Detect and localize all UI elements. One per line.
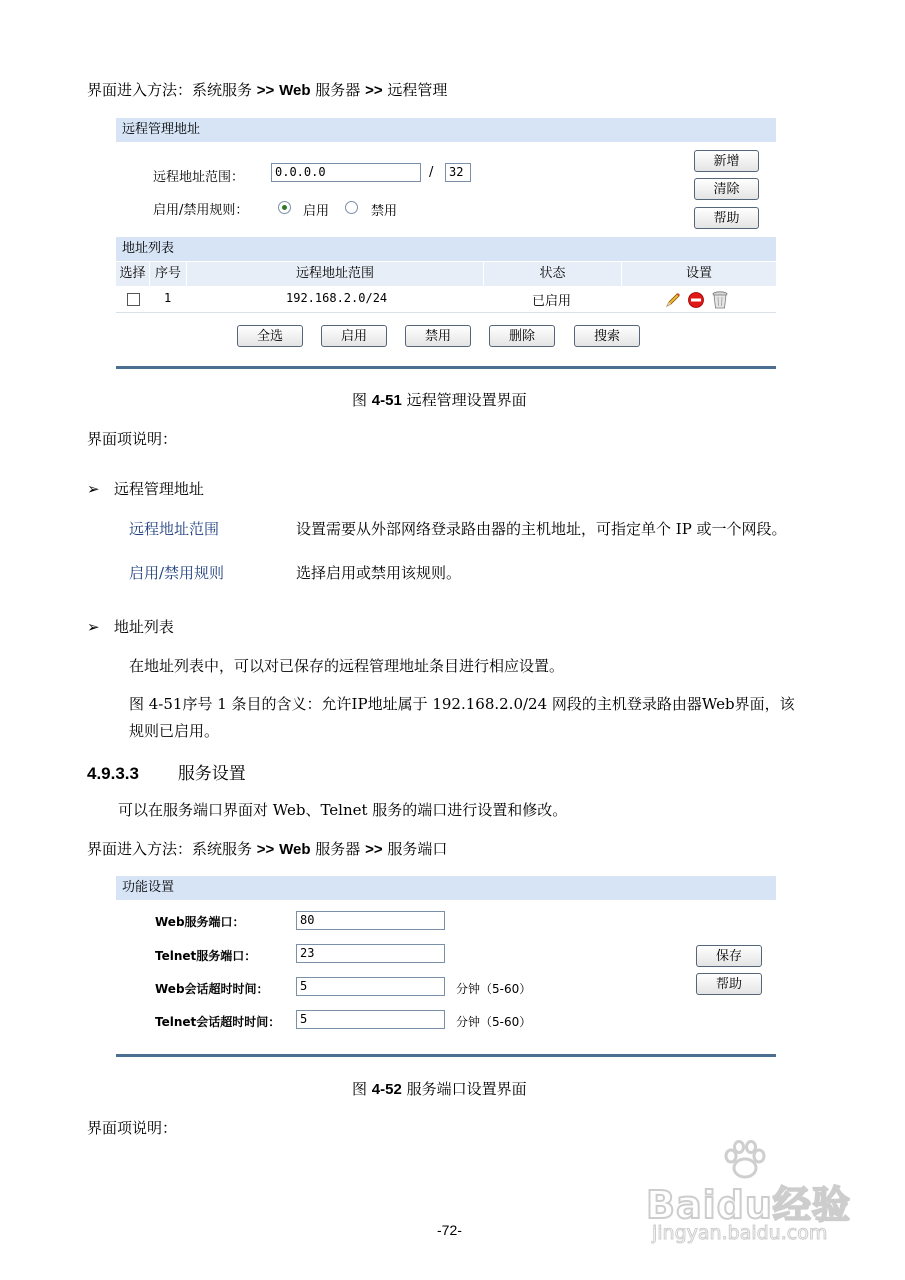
nav-line-2: 界面进入方法：系统服务 >> Web 服务器 >> 服务端口 [87,840,448,858]
save-button[interactable]: 保存 [696,945,762,967]
col-range: 远程地址范围 [187,262,484,286]
row-status: 已启用 [532,294,572,309]
desc-rule: 选择启用或禁用该规则。 [296,564,462,582]
telnet-timeout-input[interactable]: 5 [296,1010,445,1029]
mask-input[interactable]: 32 [445,163,471,182]
desc-range: 设置需要从外部网络登录路由器的主机地址，可指定单个 IP 或一个网段。 [296,520,787,538]
watermark-brand: Baidu经验 [646,1183,851,1227]
row-checkbox[interactable] [127,293,140,306]
row-index: 1 [164,291,172,305]
delete-icon[interactable] [711,290,729,310]
radio-enable[interactable] [278,201,291,214]
remote-panel-bottom-rule [116,366,776,369]
section-remote-title: ➢ 远程管理地址 [87,480,204,498]
page-number: -72- [437,1222,462,1238]
radio-disable-label: 禁用 [371,204,398,219]
term-range: 远程地址范围 [129,520,220,538]
delete-button[interactable]: 删除 [489,325,555,347]
edit-icon[interactable] [664,291,682,309]
section-heading: 4.9.3.3 服务设置 [87,764,246,784]
enable-button[interactable]: 启用 [321,325,387,347]
help-button[interactable]: 帮助 [694,207,759,229]
telnet-timeout-label: Telnet会话超时时间： [155,1015,281,1029]
ip-input[interactable]: 0.0.0.0 [271,163,421,182]
remote-panel-header: 远程管理地址 [116,118,776,142]
bullet-arrow-icon: ➢ [87,480,100,498]
nav-line-1: 界面进入方法：系统服务 >> Web 服务器 >> 远程管理 [87,81,448,99]
radio-enable-label: 启用 [303,204,330,219]
service-panel-bottom-rule [116,1054,776,1057]
web-timeout-input[interactable]: 5 [296,977,445,996]
telnet-timeout-unit: 分钟（5-60） [456,1015,532,1029]
desc-label-1: 界面项说明： [87,430,178,448]
clear-button[interactable]: 清除 [694,178,759,200]
web-port-label: Web服务端口： [155,915,245,929]
col-status: 状态 [484,262,622,286]
row-range: 192.168.2.0/24 [286,291,388,305]
search-button[interactable]: 搜索 [574,325,640,347]
range-label: 远程地址范围： [153,170,245,185]
service-port-panel [116,876,776,1054]
telnet-port-input[interactable]: 23 [296,944,445,963]
list-para-1: 在地址列表中，可以对已保存的远程管理地址条目进行相应设置。 [129,657,565,675]
remote-management-panel [116,118,776,366]
bullet-arrow-icon: ➢ [87,618,100,636]
figure-caption-2: 图 4-52 服务端口设置界面 [352,1080,527,1098]
section-list-title: ➢ 地址列表 [87,618,174,636]
rule-label: 启用/禁用规则： [153,203,249,218]
col-settings: 设置 [685,266,712,281]
intro-text: 可以在服务端口界面对 Web、Telnet 服务的端口进行设置和修改。 [118,801,568,819]
disable-icon[interactable] [687,291,705,309]
web-timeout-label: Web会话超时时间： [155,982,269,996]
radio-disable[interactable] [345,201,358,214]
slash-text: / [429,165,434,180]
web-port-input[interactable]: 80 [296,911,445,930]
select-all-button[interactable]: 全选 [237,325,303,347]
disable-button[interactable]: 禁用 [405,325,471,347]
table-row [116,288,776,313]
add-button[interactable]: 新增 [694,150,759,172]
col-index: 序号 [150,262,187,286]
baidu-watermark [640,1140,860,1250]
col-select: 选择 [116,262,150,286]
service-panel-header: 功能设置 [116,876,776,900]
telnet-port-label: Telnet服务端口： [155,949,257,963]
table-header [116,262,776,286]
watermark-url: jingyan.baidu.com [652,1222,828,1244]
list-para-2-line1: 图 4-51序号 1 条目的含义：允许IP地址属于 192.168.2.0/24 网段的主机登录路由器Web界面，该 [129,695,795,713]
web-timeout-unit: 分钟（5-60） [456,982,532,996]
figure-caption-1: 图 4-51 远程管理设置界面 [352,391,527,409]
desc-label-2: 界面项说明： [87,1119,178,1137]
term-rule: 启用/禁用规则 [129,564,225,582]
address-list-header: 地址列表 [116,237,776,261]
list-para-2-line2: 规则已启用。 [129,722,220,740]
service-help-button[interactable]: 帮助 [696,973,762,995]
